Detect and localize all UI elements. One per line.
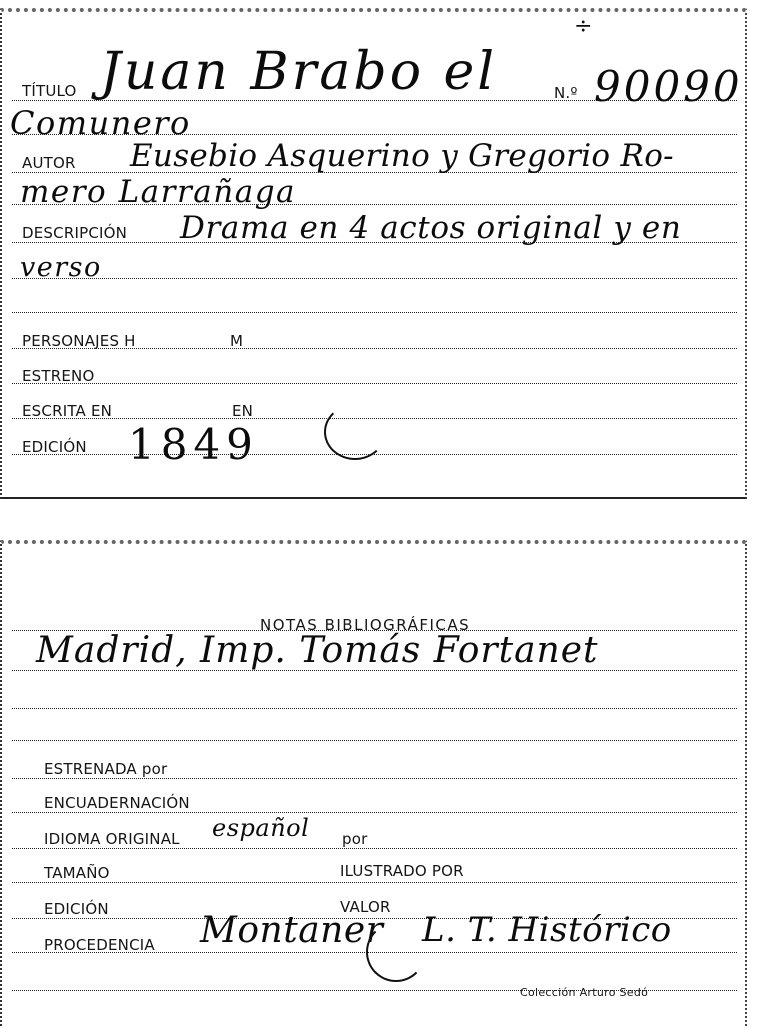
- procedencia-label: PROCEDENCIA: [44, 936, 155, 954]
- rule-line: [12, 278, 737, 279]
- personajes-label: PERSONAJES H: [22, 332, 136, 350]
- edicion-value: 1849: [128, 420, 259, 469]
- descripcion-value-line2: verso: [20, 252, 102, 283]
- estrenada-label: ESTRENADA por: [44, 760, 168, 778]
- edicion-label: EDICIÓN: [22, 438, 87, 456]
- rule-line: [12, 778, 737, 779]
- rule-line: [12, 848, 737, 849]
- personajes-m-label: M: [230, 332, 244, 350]
- valor-label: VALOR: [340, 898, 391, 916]
- procedencia-value-2: L. T. Histórico: [422, 910, 672, 950]
- rule-line: [12, 708, 737, 709]
- idioma-value: español: [212, 814, 310, 842]
- encuadernacion-label: ENCUADERNACIÓN: [44, 794, 190, 812]
- titulo-label: TÍTULO: [22, 82, 77, 100]
- estreno-label: ESTRENO: [22, 367, 95, 385]
- rule-line: [12, 454, 737, 455]
- numero-label: N.º: [554, 84, 578, 102]
- autor-value-line1: Eusebio Asquerino y Gregorio Ro-: [130, 138, 674, 174]
- catalog-card-back: [0, 540, 747, 1026]
- rule-line: [12, 383, 737, 384]
- rule-line: [12, 812, 737, 813]
- procedencia-value-1: Montaner: [200, 910, 384, 951]
- notas-heading: NOTAS BIBLIOGRÁFICAS: [260, 616, 471, 634]
- titulo-value-line2: Comunero: [10, 104, 191, 142]
- autor-label: AUTOR: [22, 154, 76, 172]
- punch-hole-mark: [324, 404, 386, 460]
- back-edicion-label: EDICIÓN: [44, 900, 109, 918]
- rule-line: [12, 312, 737, 313]
- autor-value-line2: mero Larrañaga: [20, 174, 297, 210]
- ilustrado-label: ILUSTRADO POR: [340, 862, 464, 880]
- punch-hole-mark: [366, 922, 426, 982]
- titulo-value-line1: Juan Brabo el: [100, 42, 497, 102]
- numero-mark: ÷: [574, 14, 594, 39]
- descripcion-label: DESCRIPCIÓN: [22, 224, 128, 242]
- tamano-label: TAMAÑO: [44, 864, 110, 882]
- idioma-label: IDIOMA ORIGINAL: [44, 830, 180, 848]
- catalog-card-front: [0, 8, 747, 499]
- escrita-en-label: ESCRITA EN: [22, 402, 113, 420]
- rule-line: [12, 882, 737, 883]
- idioma-por-label: por: [342, 830, 368, 848]
- en-label: EN: [232, 402, 254, 420]
- numero-value: 90090: [594, 62, 743, 111]
- notas-value-line1: Madrid, Imp. Tomás Fortanet: [36, 630, 599, 671]
- descripcion-value-line1: Drama en 4 actos original y en: [180, 210, 682, 246]
- collection-footer: Colección Arturo Sedó: [520, 986, 649, 999]
- rule-line: [12, 740, 737, 741]
